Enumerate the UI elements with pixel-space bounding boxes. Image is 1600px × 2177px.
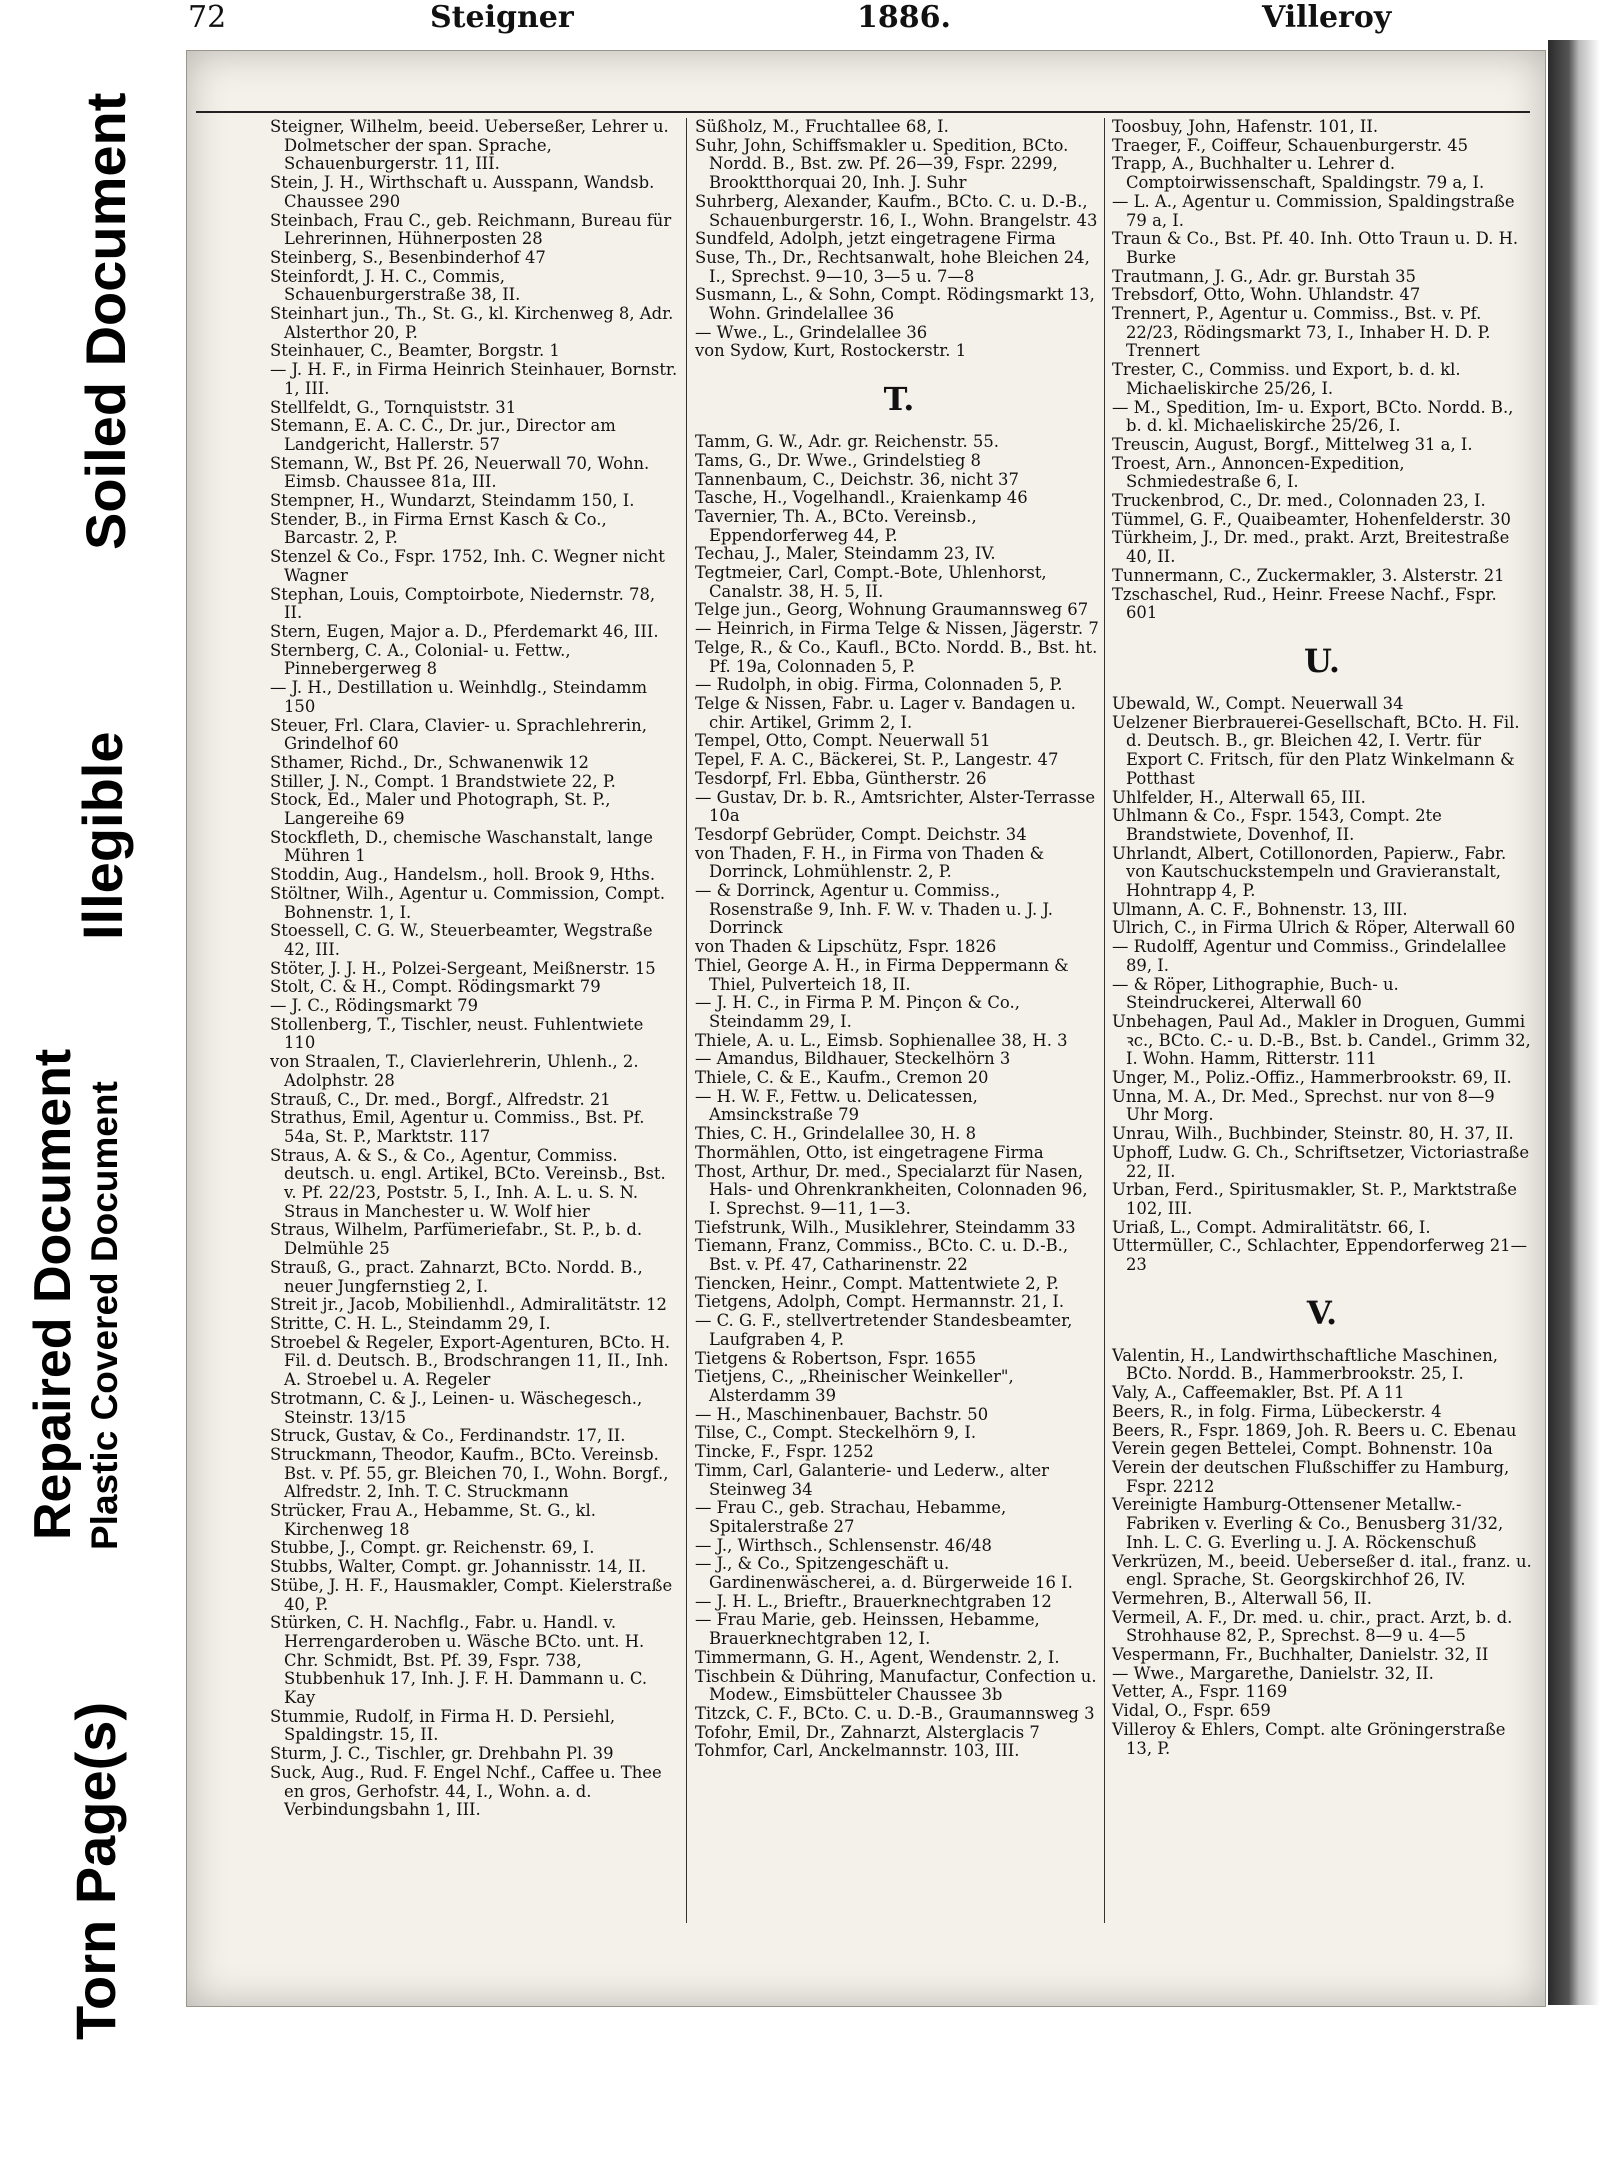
- directory-entry: Tietgens, Adolph, Compt. Hermannstr. 21, I.: [695, 1292, 1065, 1312]
- directory-entry: Thiele, C. & E., Kaufm., Cremon 20: [695, 1068, 989, 1088]
- directory-entry: Traeger, F., Coiffeur, Schauenburgerstr. 45: [1112, 135, 1469, 155]
- directory-entry: Stöltner, Wilh., Agentur u. Commission, Compt. Bohnenstr. 1, I.: [270, 883, 666, 922]
- directory-entry: Uhlfelder, H., Alterwall 65, III.: [1112, 787, 1366, 807]
- directory-entry: Thiel, George A. H., in Firma Deppermann & Thiel, Pulverteich 18, II.: [695, 955, 1069, 994]
- directory-entry: — Rudolph, in obig. Firma, Colonnaden 5, P.: [695, 675, 1063, 695]
- directory-entry: — J. H. F., in Firma Heinrich Steinhauer, Bornstr. 1, III.: [270, 360, 678, 398]
- directory-entry: Treuscin, August, Borgf., Mittelweg 31 a, I.: [1112, 434, 1473, 454]
- header-last-entry: Villeroy: [1262, 0, 1392, 35]
- directory-entry: — Heinrich, in Firma Telge & Nissen, Jägerstr. 7: [695, 619, 1099, 639]
- directory-entry: Stollenberg, T., Tischler, neust. Fuhlentwiete 110: [270, 1014, 644, 1053]
- directory-entry: Sundfeld, Adolph, jetzt eingetragene Firma: [695, 229, 1056, 249]
- directory-entry: Uriaß, L., Compt. Admiralitätstr. 66, I.: [1112, 1217, 1431, 1237]
- directory-entry: — & Dorrinck, Agentur u. Commiss., Rosenstraße 9, Inh. F. W. v. Thaden u. J. J. Dorrinck: [695, 881, 1053, 938]
- directory-entry: — J. H., Destillation u. Weinhdlg., Steindamm 150: [270, 678, 648, 716]
- directory-entry: Stockfleth, D., chemische Waschanstalt, lange Mühren 1: [270, 827, 653, 866]
- directory-entry: Stubbe, J., Compt. gr. Reichenstr. 69, I.: [270, 1538, 595, 1558]
- directory-entry: — J. H. C., in Firma P. M. Pinçon & Co., Steindamm 29, I.: [695, 993, 1020, 1031]
- directory-entry: — Rudolff, Agentur und Commiss., Grindelallee 89, I.: [1112, 937, 1507, 975]
- directory-entry: Süßholz, M., Fruchtallee 68, I.: [695, 117, 949, 136]
- directory-entry: Susmann, L., & Sohn, Compt. Rödingsmarkt 13, Wohn. Grindelallee 36: [695, 285, 1095, 324]
- scan-bottom-margin: [0, 2080, 1600, 2177]
- directory-entry: Stoddin, Aug., Handelsm., holl. Brook 9, Hths.: [270, 865, 656, 885]
- directory-entry: Tincke, F., Fspr. 1252: [695, 1442, 874, 1462]
- directory-entry: — Frau C., geb. Strachau, Hebamme, Spitalerstraße 27: [695, 1498, 1007, 1536]
- directory-entry: Struckmann, Theodor, Kaufm., BCto. Vereinsb. Bst. v. Pf. 55, gr. Bleichen 70, I., Wohn. Borgf., Alfredstr. 2, Inh. T. C. Struckmann: [270, 1444, 669, 1502]
- directory-entry: Sturm, J. C., Tischler, gr. Drehbahn Pl. 39: [270, 1744, 614, 1764]
- directory-entry: Streit jr., Jacob, Mobilienhdl., Admiralitätstr. 12: [270, 1295, 667, 1315]
- directory-entry: — Amandus, Bildhauer, Steckelhörn 3: [695, 1049, 1011, 1069]
- directory-entry: Suhrberg, Alexander, Kaufm., BCto. C. u. D.-B., Schauenburgerstr. 16, I., Wohn. Brangelstr. 43: [695, 191, 1098, 230]
- directory-entry: Trennert, P., Agentur u. Commiss., Bst. v. Pf. 22/23, Rödingsmarkt 73, I., Inhaber H. D. P. Trennert: [1112, 304, 1491, 361]
- directory-entry: Stemann, W., Bst Pf. 26, Neuerwall 70, Wohn. Eimsb. Chaussee 81a, III.: [270, 453, 650, 492]
- directory-entry: Unger, M., Poliz.-Offiz., Hammerbrookstr. 69, II.: [1112, 1068, 1512, 1088]
- directory-entry: von Straalen, T., Clavierlehrerin, Uhlenh., 2. Adolphstr. 28: [270, 1052, 639, 1090]
- directory-entry: Strathus, Emil, Agentur u. Commiss., Bst. Pf. 54a, St. P., Marktstr. 117: [270, 1108, 645, 1146]
- directory-entry: — & Röper, Lithographie, Buch- u. Steindruckerei, Alterwall 60: [1112, 974, 1399, 1013]
- directory-entry: Uphoff, Ludw. G. Ch., Schriftsetzer, Victoriastraße 22, II.: [1112, 1142, 1530, 1181]
- directory-entry: Tiencken, Heinr., Compt. Mattentwiete 2, P.: [695, 1273, 1059, 1293]
- header-year: 1886.: [857, 0, 951, 35]
- directory-entry: Tietjens, C., „Rheinischer Weinkeller", Alsterdamm 39: [695, 1367, 1014, 1405]
- directory-entry: Türkheim, J., Dr. med., prakt. Arzt, Breitestraße 40, II.: [1112, 528, 1510, 567]
- column-divider: [686, 118, 687, 1923]
- section-letter: U.: [1303, 641, 1341, 680]
- directory-entry: Tempel, Otto, Compt. Neuerwall 51: [695, 731, 991, 751]
- stamp-soiled-document: Soiled Document: [74, 92, 137, 550]
- directory-entry: Thiele, A. u. L., Eimsb. Sophienallee 38, H. 3: [695, 1030, 1068, 1050]
- directory-entry: Unna, M. A., Dr. Med., Sprechst. nur von 8—9 Uhr Morg.: [1112, 1086, 1495, 1125]
- directory-entry: Tohmfor, Carl, Anckelmannstr. 103, III.: [695, 1741, 1020, 1761]
- directory-entry: — L. A., Agentur u. Commission, Spaldingstraße 79 a, I.: [1112, 191, 1515, 230]
- directory-entry: Thies, C. H., Grindelallee 30, H. 8: [695, 1124, 977, 1144]
- directory-entry: Verein der deutschen Flußschiffer zu Hamburg, Fspr. 2212: [1112, 1458, 1510, 1496]
- directory-entry: Vereinigte Hamburg-Ottensener Metallw.-Fabriken v. Everling & Co., Benusberg 31/32, Inh. L. C. G. Everling u. J. A. Röckenschuß: [1112, 1495, 1504, 1552]
- directory-entry: Vermeil, A. F., Dr. med. u. chir., pract. Arzt, b. d. Strohhause 82, P., Sprechst. 8—9 u. 4—5: [1112, 1607, 1513, 1646]
- directory-entry: Stern, Eugen, Major a. D., Pferdemarkt 46, III.: [270, 621, 659, 641]
- directory-entry: Suse, Th., Dr., Rechtsanwalt, hohe Bleichen 24, I., Sprechst. 9—10, 3—5 u. 7—8: [695, 247, 1090, 286]
- directory-entry: Stiller, J. N., Compt. 1 Brandstwiete 22, P.: [270, 771, 616, 791]
- directory-entry: Tofohr, Emil, Dr., Zahnarzt, Alsterglacis 7: [695, 1722, 1040, 1742]
- directory-entry: Beers, R., Fspr. 1869, Joh. R. Beers u. C. Ebenau: [1112, 1420, 1517, 1440]
- directory-entry: Stolt, C. & H., Compt. Rödingsmarkt 79: [270, 977, 601, 997]
- header-rule: [196, 111, 1530, 113]
- directory-column-3: [1112, 118, 1532, 1758]
- directory-entry: Stöter, J. J. H., Polzei-Sergeant, Meißnerstr. 15: [270, 958, 656, 978]
- directory-entry: Trapp, A., Buchhalter u. Lehrer d. Comptoirwissenschaft, Spaldingstr. 79 a, I.: [1112, 154, 1485, 193]
- directory-entry: Vidal, O., Fspr. 659: [1112, 1701, 1271, 1721]
- directory-entry: Tiefstrunk, Wilh., Musiklehrer, Steindamm 33: [695, 1217, 1076, 1237]
- directory-entry: Struck, Gustav, & Co., Ferdinandstr. 17, II.: [270, 1426, 626, 1446]
- directory-entry: Steinfordt, J. H. C., Commis, Schauenburgerstraße 38, II.: [270, 266, 521, 305]
- directory-entry: — Wwe., L., Grindelallee 36: [695, 322, 928, 342]
- page-number: 72: [188, 0, 227, 35]
- directory-entry: — H., Maschinenbauer, Bachstr. 50: [695, 1404, 989, 1424]
- directory-entry: Thost, Arthur, Dr. med., Specialarzt für Nasen, Hals- und Ohrenkrankheiten, Colonnaden 96, I. Sprechst. 9—11, 1—3.: [695, 1161, 1088, 1218]
- directory-entry: Titzck, C. F., BCto. C. u. D.-B., Graumannsweg 3: [695, 1703, 1095, 1723]
- stamp-plastic-covered-document: Plastic Covered Document: [84, 1081, 125, 1550]
- directory-entry: Suhr, John, Schiffsmakler u. Spedition, BCto. Nordd. B., Bst. zw. Pf. 26—39, Fspr. 2299, Brooktthorquai 20, Inh. J. Suhr: [695, 135, 1069, 193]
- directory-entry: Strücker, Frau A., Hebamme, St. G., kl. Kirchenweg 18: [270, 1501, 596, 1539]
- directory-entry: Vetter, A., Fspr. 1169: [1112, 1682, 1288, 1702]
- directory-entry: Vespermann, Fr., Buchhalter, Danielstr. 32, II: [1112, 1645, 1489, 1665]
- directory-entry: Tams, G., Dr. Wwe., Grindelstieg 8: [695, 450, 981, 470]
- directory-entry: Timmermann, G. H., Agent, Wendenstr. 2, I.: [695, 1647, 1060, 1667]
- directory-entry: Steinbach, Frau C., geb. Reichmann, Bureau für Lehrerinnen, Hühnerposten 28: [270, 210, 672, 249]
- stamp-repaired-document: Repaired Document: [24, 1048, 82, 1540]
- directory-entry: — J., Wirthsch., Schlensenstr. 46/48: [695, 1535, 992, 1555]
- directory-entry: Valentin, H., Landwirthschaftliche Maschinen, BCto. Nordd. B., Hammerbrookstr. 25, I.: [1112, 1345, 1498, 1384]
- directory-entry: Stubbs, Walter, Compt. gr. Johannisstr. 14, II.: [270, 1557, 647, 1577]
- directory-entry: — J. C., Rödingsmarkt 79: [270, 996, 479, 1016]
- directory-entry: Sternberg, C. A., Colonial- u. Fettw., Pinnebergerweg 8: [270, 640, 571, 679]
- directory-entry: Tietgens & Robertson, Fspr. 1655: [695, 1348, 977, 1368]
- directory-entry: Tunnermann, C., Zuckermakler, 3. Alsterstr. 21: [1112, 565, 1505, 585]
- directory-entry: von Thaden & Lipschütz, Fspr. 1826: [695, 937, 997, 957]
- directory-entry: — C. G. F., stellvertretender Standesbeamter, Laufgraben 4, P.: [695, 1311, 1073, 1349]
- directory-entry: Unrau, Wilh., Buchbinder, Steinstr. 80, H. 37, II.: [1112, 1124, 1514, 1144]
- directory-entry: Valy, A., Caffeemakler, Bst. Pf. A 11: [1112, 1383, 1405, 1403]
- directory-column-1: [270, 118, 678, 1820]
- directory-entry: Telge & Nissen, Fabr. u. Lager v. Bandagen u. chir. Artikel, Grimm 2, I.: [695, 693, 1076, 732]
- directory-entry: Stein, J. H., Wirthschaft u. Ausspann, Wandsb. Chaussee 290: [270, 173, 655, 211]
- directory-entry: Truckenbrod, C., Dr. med., Colonnaden 23, I.: [1112, 491, 1486, 511]
- directory-entry: Tesdorpf, Frl. Ebba, Güntherstr. 26: [695, 768, 987, 788]
- directory-entry: Tepel, F. A. C., Bäckerei, St. P., Langestr. 47: [695, 750, 1059, 770]
- directory-entry: Tavernier, Th. A., BCto. Vereinsb., Eppendorferweg 44, P.: [695, 506, 977, 545]
- directory-entry: Tamm, G. W., Adr. gr. Reichenstr. 55.: [695, 432, 999, 452]
- directory-entry: Stempner, H., Wundarzt, Steindamm 150, I.: [270, 491, 635, 511]
- directory-entry: Steinhart jun., Th., St. G., kl. Kirchenweg 8, Adr. Alsterthor 20, P.: [270, 304, 674, 342]
- directory-entry: Timm, Carl, Galanterie- und Lederw., alter Steinweg 34: [695, 1460, 1050, 1499]
- directory-entry: — M., Spedition, Im- u. Export, BCto. Nordd. B., b. d. kl. Michaeliskirche 25/26, I.: [1112, 397, 1514, 436]
- directory-entry: Unbehagen, Paul Ad., Makler in Droguen, Gummi ꝛc., BCto. C.- u. D.-B., Bst. b. Candel., Grimm 32, I. Wohn. Hamm, Ritterstr. 111: [1112, 1011, 1531, 1069]
- directory-entry: Verein gegen Bettelei, Compt. Bohnenstr. 10a: [1112, 1439, 1493, 1459]
- directory-entry: Steinhauer, C., Beamter, Borgstr. 1: [270, 341, 560, 361]
- directory-entry: Uttermüller, C., Schlachter, Eppendorferweg 21—23: [1112, 1236, 1527, 1275]
- directory-entry: Tesdorpf Gebrüder, Compt. Deichstr. 34: [695, 824, 1027, 844]
- directory-entry: Straus, Wilhelm, Parfümeriefabr., St. P., b. d. Delmühle 25: [270, 1220, 643, 1259]
- directory-entry: von Thaden, F. H., in Firma von Thaden & Dorrinck, Lohmühlenstr. 2, P.: [695, 843, 1045, 882]
- directory-entry: Uhrlandt, Albert, Cotillonorden, Papierw., Fabr. von Kautschuckstempeln und Gravieranstalt, Hohntrapp 4, P.: [1112, 843, 1507, 901]
- directory-entry: Uelzener Bierbrauerei-Gesellschaft, BCto. H. Fil. d. Deutsch. B., gr. Bleichen 42, I. Vertr. für Export C. Fritsch, für den Platz Winkelmann & Potthast: [1112, 712, 1520, 788]
- next-page-edge: [1548, 40, 1600, 2005]
- directory-entry: Sthamer, Richd., Dr., Schwanenwik 12: [270, 752, 589, 772]
- directory-entry: Villeroy & Ehlers, Compt. alte Gröningerstraße 13, P.: [1112, 1719, 1506, 1758]
- directory-entry: Steinberg, S., Besenbinderhof 47: [270, 247, 546, 267]
- directory-entry: Beers, R., in folg. Firma, Lübeckerstr. 4: [1112, 1401, 1442, 1421]
- directory-entry: — J. H. L., Brieftr., Brauerknechtgraben 12: [695, 1591, 1052, 1611]
- directory-entry: Tannenbaum, C., Deichstr. 36, nicht 37: [695, 469, 1019, 489]
- directory-entry: Verkrüzen, M., beeid. Ueberseßer d. ital., franz. u. engl. Sprache, St. Georgskirchhof 26, IV.: [1112, 1551, 1532, 1590]
- directory-entry: Steigner, Wilhelm, beeid. Ueberseßer, Lehrer u. Dolmetscher der span. Sprache, Schauenburgerstr. 11, III.: [270, 117, 669, 174]
- directory-entry: Toosbuy, John, Hafenstr. 101, II.: [1112, 117, 1379, 136]
- directory-entry: Strotmann, C. & J., Leinen- u. Wäschegesch., Steinstr. 13/15: [270, 1388, 643, 1427]
- directory-entry: Stübe, J. H. F., Hausmakler, Compt. Kielerstraße 40, P.: [270, 1575, 673, 1614]
- directory-entry: Uhlmann & Co., Fspr. 1543, Compt. 2te Brandstwiete, Dovenhof, II.: [1112, 806, 1442, 844]
- directory-entry: Tzschaschel, Rud., Heinr. Freese Nachf., Fspr. 601: [1112, 584, 1497, 623]
- directory-entry: — Frau Marie, geb. Heinssen, Hebamme, Brauerknechtgraben 12, I.: [695, 1610, 1040, 1649]
- directory-entry: Stephan, Louis, Comptoirbote, Niedernstr. 78, II.: [270, 584, 656, 623]
- directory-entry: Ulrich, C., in Firma Ulrich & Röper, Alterwall 60: [1112, 918, 1516, 938]
- directory-entry: Stenzel & Co., Fspr. 1752, Inh. C. Wegner nicht Wagner: [270, 547, 665, 585]
- directory-entry: von Sydow, Kurt, Rostockerstr. 1: [695, 341, 967, 361]
- directory-entry: Trebsdorf, Otto, Wohn. Uhlandstr. 47: [1112, 285, 1421, 305]
- directory-entry: Strauß, G., pract. Zahnarzt, BCto. Nordd. B., neuer Jungfernstieg 2, I.: [270, 1257, 643, 1296]
- directory-entry: — Wwe., Margarethe, Danielstr. 32, II.: [1112, 1663, 1434, 1683]
- directory-entry: Stender, B., in Firma Ernst Kasch & Co., Barcastr. 2, P.: [270, 509, 607, 548]
- section-letter: V.: [1306, 1293, 1338, 1332]
- column-divider: [1104, 118, 1105, 1923]
- directory-entry: Traun & Co., Bst. Pf. 40. Inh. Otto Traun u. D. H. Burke: [1112, 229, 1519, 267]
- directory-entry: — Gustav, Dr. b. R., Amtsrichter, Alster-Terrasse 10a: [695, 787, 1096, 826]
- directory-entry: Strauß, C., Dr. med., Borgf., Alfredstr. 21: [270, 1089, 611, 1109]
- directory-entry: Tiemann, Franz, Commiss., BCto. C. u. D.-B., Bst. v. Pf. 47, Catharinenstr. 22: [695, 1236, 1069, 1275]
- directory-entry: Suck, Aug., Rud. F. Engel Nchf., Caffee u. Thee en gros, Gerhofstr. 44, I., Wohn. a. d. Verbindungsbahn 1, III.: [270, 1762, 662, 1820]
- directory-entry: Trester, C., Commiss. und Export, b. d. kl. Michaeliskirche 25/26, I.: [1112, 360, 1461, 398]
- directory-entry: Tümmel, G. F., Quaibeamter, Hohenfelderstr. 30: [1112, 509, 1511, 529]
- directory-entry: Thormählen, Otto, ist eingetragene Firma: [695, 1142, 1044, 1162]
- stamp-illegible: Illegible: [71, 731, 134, 940]
- directory-entry: Tegtmeier, Carl, Compt.-Bote, Uhlenhorst, Canalstr. 38, H. 5, II.: [695, 563, 1047, 601]
- directory-entry: Stock, Ed., Maler und Photograph, St. P., Langereihe 69: [270, 790, 611, 829]
- directory-entry: Troest, Arn., Annoncen-Expedition, Schmiedestraße 6, I.: [1112, 453, 1405, 492]
- directory-entry: Ulmann, A. C. F., Bohnenstr. 13, III.: [1112, 899, 1408, 919]
- directory-entry: Tischbein & Dühring, Manufactur, Confection u. Modew., Eimsbütteler Chaussee 3b: [695, 1666, 1097, 1705]
- directory-entry: Steuer, Frl. Clara, Clavier- u. Sprachlehrerin, Grindelhof 60: [270, 715, 647, 754]
- directory-entry: Stürken, C. H. Nachflg., Fabr. u. Handl. v. Herrengarderoben u. Wäsche BCto. unt. H. Chr. Schmidt, Bst. Pf. 39, Fspr. 738, Stubbenhuk 17, Inh. J. F. H. Dammann u. C. Kay: [270, 1613, 648, 1708]
- directory-entry: Stummie, Rudolf, in Firma H. D. Persiehl, Spaldingstr. 15, II.: [270, 1706, 616, 1745]
- directory-entry: Telge, R., & Co., Kaufl., BCto. Nordd. B., Bst. ht. Pf. 19a, Colonnaden 5, P.: [695, 637, 1098, 676]
- directory-entry: Ubewald, W., Compt. Neuerwall 34: [1112, 693, 1404, 713]
- directory-entry: Stoessell, C. G. W., Steuerbeamter, Wegstraße 42, III.: [270, 921, 653, 959]
- directory-entry: Tilse, C., Compt. Steckelhörn 9, I.: [695, 1423, 977, 1443]
- directory-entry: Trautmann, J. G., Adr. gr. Burstah 35: [1112, 266, 1416, 286]
- directory-entry: — H. W. F., Fettw. u. Delicatessen, Amsinckstraße 79: [695, 1086, 978, 1125]
- stamp-torn-pages: Torn Page(s): [64, 1701, 127, 2040]
- directory-column-2: [695, 118, 1103, 1761]
- directory-entry: Stemann, E. A. C. C., Dr. jur., Director am Landgericht, Hallerstr. 57: [270, 416, 616, 454]
- directory-entry: Straus, A. & S., & Co., Agentur, Commiss. deutsch. u. engl. Artikel, BCto. Vereinsb., Bst. v. Pf. 22/23, Poststr. 5, I., Inh. A. L. u. S. N. Straus in Manchester u. W. Wolf hier: [270, 1145, 666, 1221]
- directory-entry: — J., & Co., Spitzengeschäft u. Gardinenwäscherei, a. d. Bürgerweide 16 I.: [695, 1554, 1073, 1593]
- directory-entry: Stellfeldt, G., Tornquiststr. 31: [270, 397, 517, 417]
- directory-entry: Stroebel & Regeler, Export-Agenturen, BCto. H. Fil. d. Deutsch. B., Brodschrangen 11, II., Inh. A. Stroebel u. A. Regeler: [270, 1332, 671, 1390]
- header-first-entry: Steigner: [430, 0, 574, 35]
- directory-entry: Tasche, H., Vogelhandl., Kraienkamp 46: [695, 488, 1028, 508]
- section-letter: T.: [883, 380, 915, 419]
- directory-entry: Urban, Ferd., Spiritusmakler, St. P., Marktstraße 102, III.: [1112, 1180, 1517, 1218]
- directory-entry: Techau, J., Maler, Steindamm 23, IV.: [695, 544, 996, 564]
- directory-entry: Telge jun., Georg, Wohnung Graumannsweg 67: [695, 600, 1089, 620]
- directory-entry: Stritte, C. H. L., Steindamm 29, I.: [270, 1314, 551, 1333]
- directory-entry: Vermehren, B., Alterwall 56, II.: [1112, 1588, 1372, 1608]
